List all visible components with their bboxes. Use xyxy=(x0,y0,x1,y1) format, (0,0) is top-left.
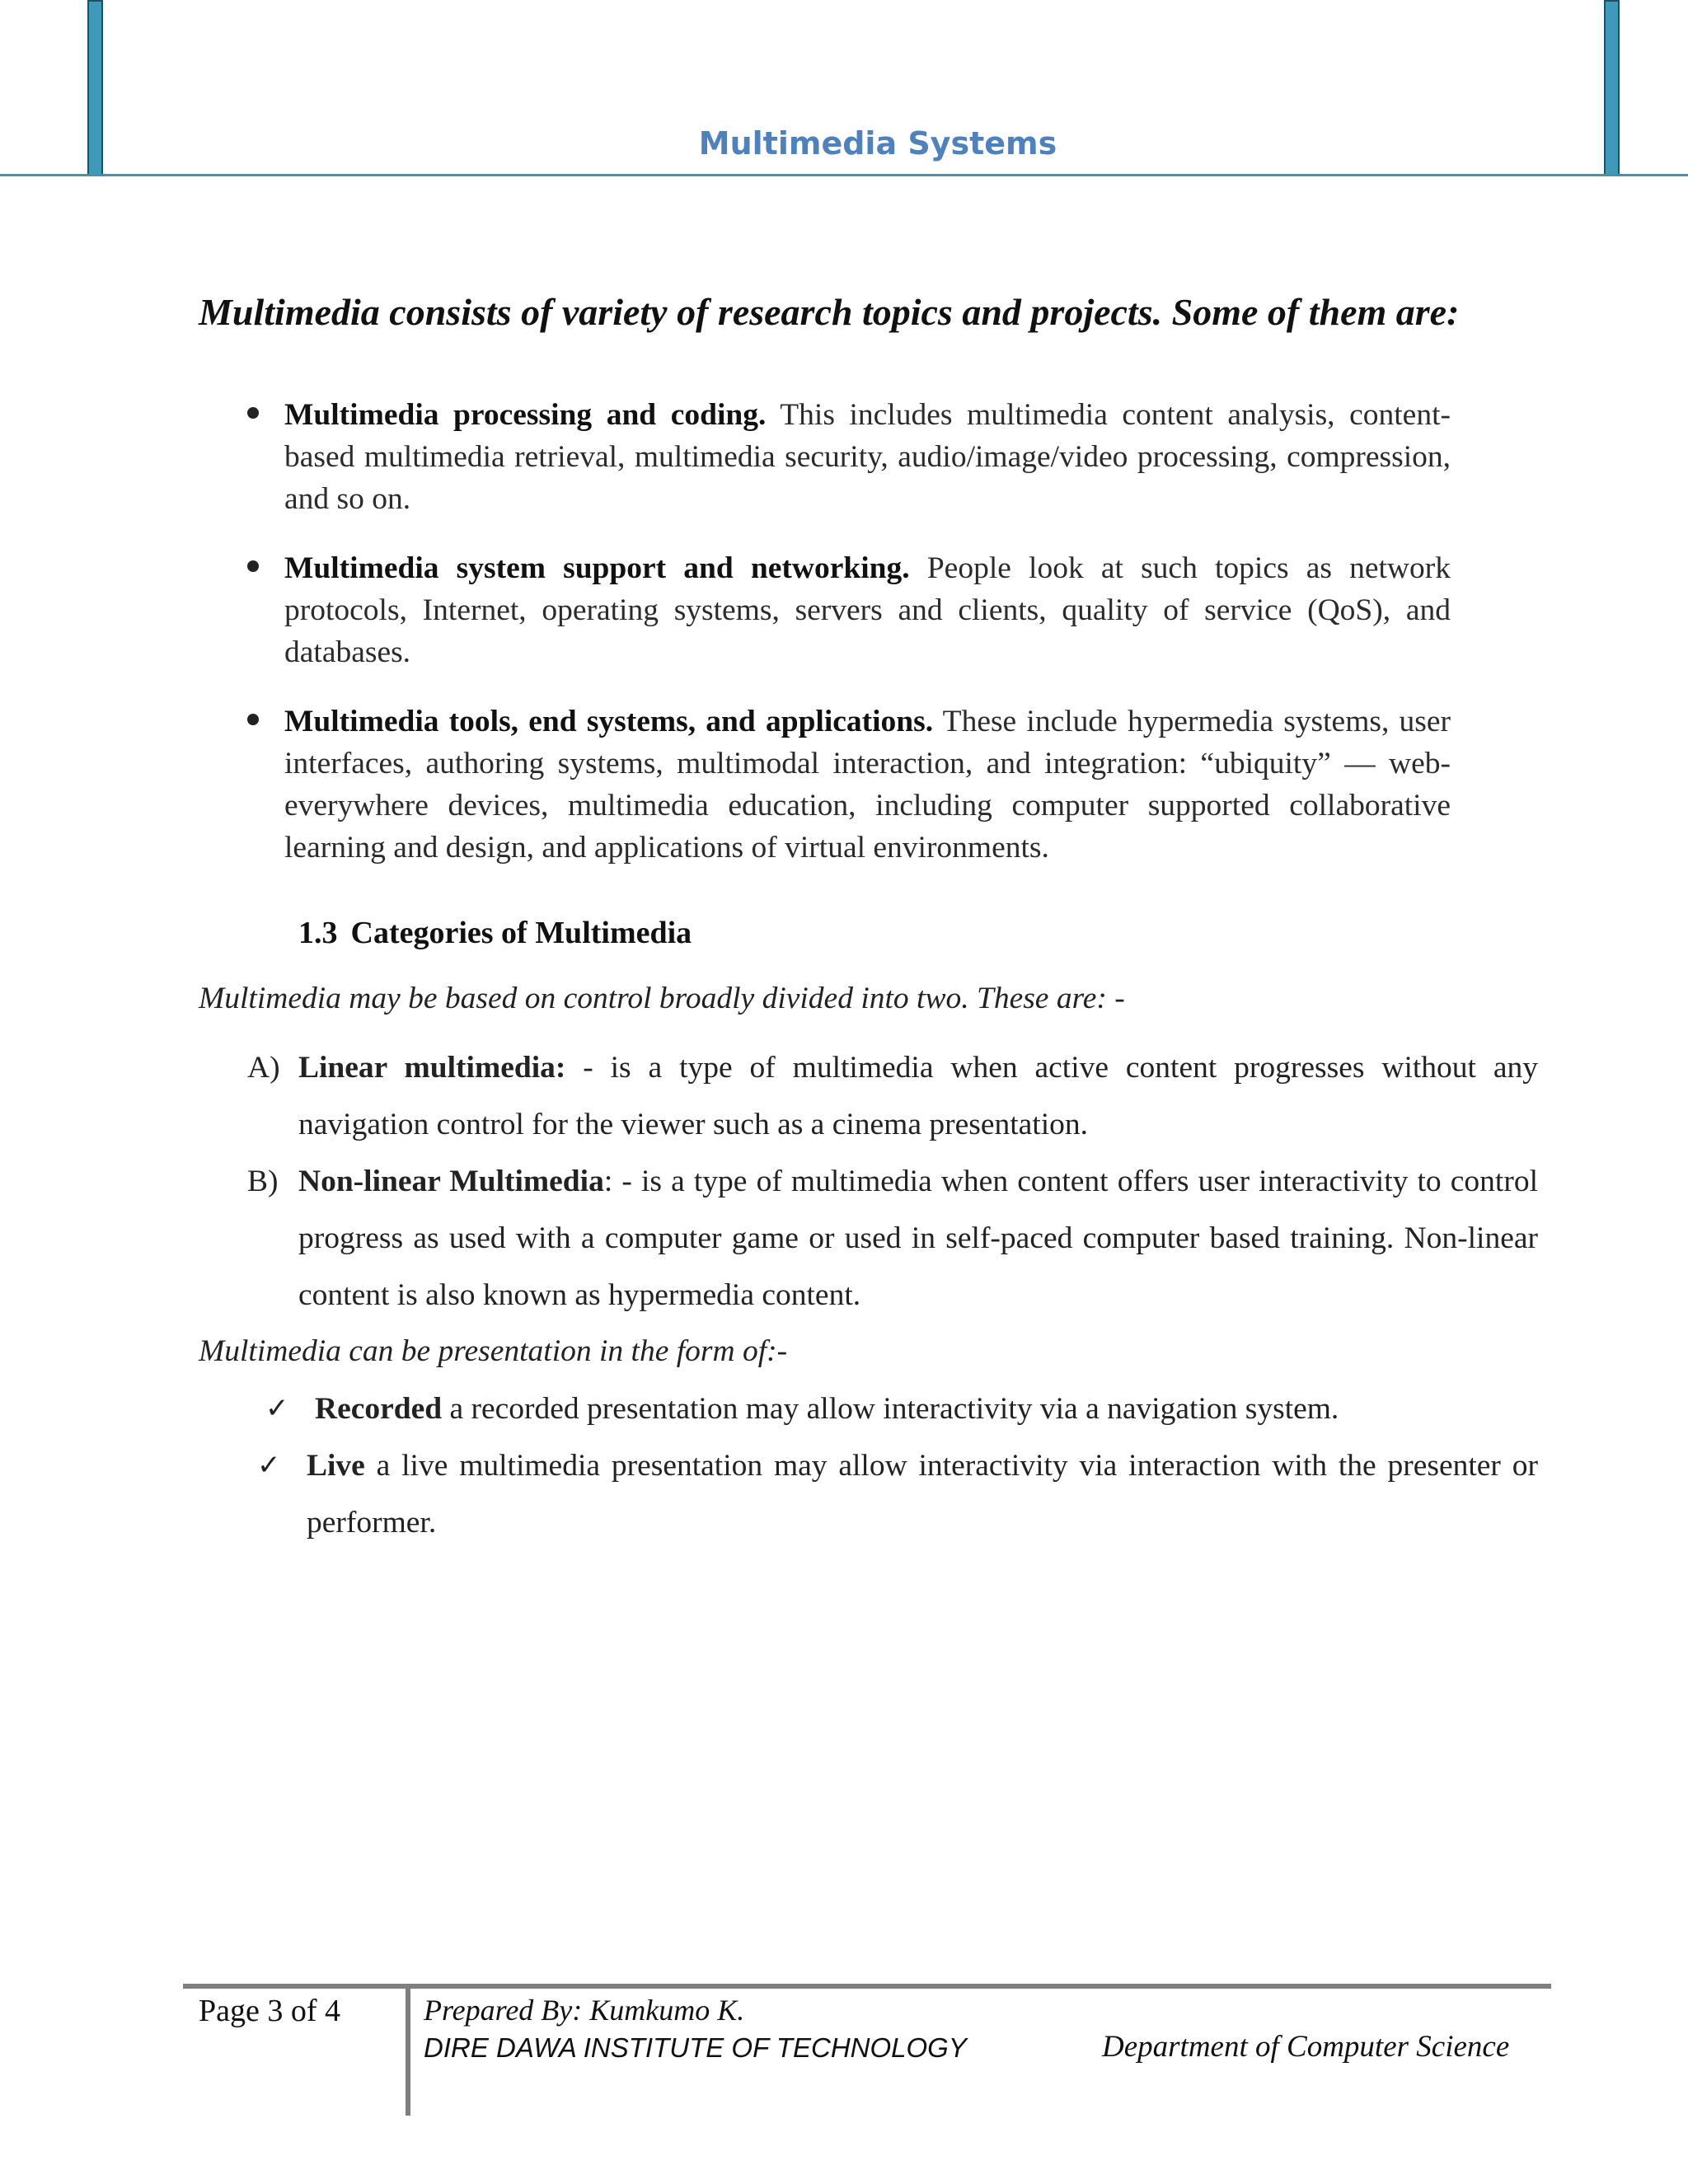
form-term: Live xyxy=(307,1449,365,1483)
topic-title: Multimedia processing and coding. xyxy=(284,398,767,432)
bullet-icon xyxy=(247,560,259,572)
institute-name: DIRE DAWA INSTITUTE OF TECHNOLOGY xyxy=(424,2032,967,2063)
category-item xyxy=(247,1039,1538,1153)
header-title: Multimedia Systems xyxy=(698,125,1057,162)
bullet-icon xyxy=(247,714,259,725)
department-name: Department of Computer Science xyxy=(1102,2030,1510,2064)
category-marker: B) xyxy=(247,1165,279,1198)
categories-intro: Multimedia may be based on control broadly divided into two. These are: - xyxy=(199,982,1125,1015)
bullet-icon xyxy=(247,407,259,419)
form-text: a recorded presentation may allow interactivity via a navigation system. xyxy=(442,1392,1339,1426)
header-rule xyxy=(0,174,1688,176)
topic-title: Multimedia tools, end systems, and applications. xyxy=(284,705,934,738)
list-item xyxy=(265,1380,1461,1437)
list-item xyxy=(247,547,1451,673)
category-text: : - is a type of multimedia when content offers user interactivity to control progress as used with a computer game or used in self-paced computer based training. Non-linear content is also known as hypermedia content. xyxy=(298,1165,1538,1312)
section-number: 1.3 xyxy=(298,916,338,950)
footer-rule xyxy=(183,1984,1551,1989)
topic-text: People look at such topics as network protocols, Internet, operating systems, servers and clients, quality of service (QoS), and databases. xyxy=(284,551,1451,669)
topic-title: Multimedia system support and networking. xyxy=(284,551,910,585)
checkmark-icon: ✓ xyxy=(265,1392,289,1425)
intro-heading: Multimedia consists of variety of research topics and projects. Some of them are: xyxy=(199,291,1460,333)
footer-divider xyxy=(406,1984,410,2116)
topic-text: This includes multimedia content analysis, content-based multimedia retrieval, multimedia security, audio/image/video processing, compression, and so on. xyxy=(284,398,1451,516)
category-term: Non-linear Multimedia xyxy=(298,1165,604,1198)
list-item xyxy=(247,394,1451,520)
page-number: Page 3 of 4 xyxy=(199,1994,341,2028)
category-text: - is a type of multimedia when active content progresses without any navigation control for the viewer such as a cinema presentation. xyxy=(298,1051,1538,1141)
section-title: Categories of Multimedia xyxy=(350,916,692,950)
form-term: Recorded xyxy=(315,1392,443,1426)
category-term: Linear multimedia: xyxy=(298,1051,566,1085)
topic-text: These include hypermedia systems, user interfaces, authoring systems, multimodal interaction, and integration: “ubiquity” — web-everywhere devices, multimedia education, including computer supported collaborative learning and design, and applications of virtual environments. xyxy=(284,705,1451,865)
list-item xyxy=(257,1437,1538,1551)
prepared-by: Prepared By: Kumkumo K. xyxy=(424,1994,745,2027)
presentation-intro: Multimedia can be presentation in the form of:- xyxy=(199,1334,788,1368)
form-text: a live multimedia presentation may allow interactivity via interaction with the presenter or performer. xyxy=(307,1449,1538,1540)
category-marker: A) xyxy=(247,1051,280,1085)
section-heading xyxy=(298,915,692,951)
category-item xyxy=(247,1153,1538,1324)
checkmark-icon: ✓ xyxy=(257,1449,281,1482)
list-item xyxy=(247,701,1451,869)
